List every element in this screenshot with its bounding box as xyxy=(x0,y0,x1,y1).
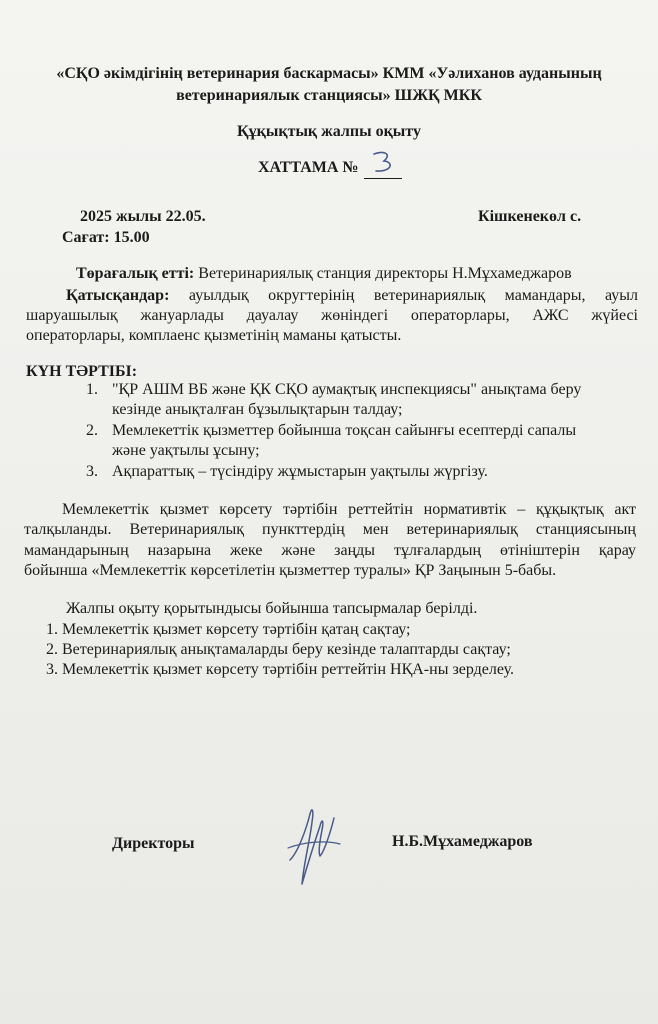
task-item-3: 3. Мемлекеттік қызмет көрсету тәртібін реттейтін НҚА-ны зерделеу. xyxy=(46,661,514,678)
signature-title: Директоры xyxy=(112,835,195,852)
signature-name: Н.Б.Мұхамеджаров xyxy=(392,833,533,850)
body-line-1: Мемлекеттік қызмет көрсету тәртібін реттейтін нормативтік – құқықтық акт xyxy=(62,501,636,518)
protocol-label: ХАТТАМА № xyxy=(258,159,359,176)
participants-label: Қатысқандар: xyxy=(66,287,170,304)
handwritten-signature xyxy=(284,800,344,892)
agenda-heading: КҮН ТӘРТІБІ: xyxy=(26,363,138,380)
meeting-date: 2025 жылы 22.05. xyxy=(80,208,206,225)
protocol-number-handwritten xyxy=(366,150,402,174)
participants-line-2: шаруашылық жануарлады дауалау жөніндегі операторлары, АЖС жүйесі xyxy=(26,307,638,324)
chair-label: Төрағалық етті: xyxy=(76,265,195,282)
participants-line-3: операторлары, комплаенс қызметінің маманы қатысты. xyxy=(26,327,402,344)
task-item-1: 1. Мемлекеттік қызмет көрсету тәртібін қатаң сақтау; xyxy=(46,621,411,638)
meeting-time: Сағат: 15.00 xyxy=(62,229,150,246)
body-line-4: бойынша «Мемлекеттік көрсетілетін қызметтер туралы» ҚР Заңынын 5-бабы. xyxy=(24,562,557,579)
task-item-2: 2. Ветеринариялық анықтамаларды беру кезінде талаптарды сақтау; xyxy=(46,641,511,658)
chair-text: Ветеринариялық станция директоры Н.Мұхамеджаров xyxy=(194,265,572,282)
agenda-item-2: 2. Мемлекеттік қызметтер бойынша тоқсан сайынғы есептерді сапалы xyxy=(86,422,577,439)
agenda-item-3: 3. Ақпараттық – түсіндіру жұмыстарын уақтылы жүргізу. xyxy=(86,463,488,480)
chair-line xyxy=(76,264,572,284)
agenda-item-2-cont: және уақтылы ұсыну; xyxy=(112,442,260,459)
tasks-intro: Жалпы оқыту қорытындысы бойынша тапсырмалар берілді. xyxy=(66,600,478,617)
body-line-3: мамандарының назарына жеке және заңды тұлғалардың өтініштерін қарау xyxy=(24,542,636,559)
body-line-2: талқыланды. Ветеринариялық пункттердің мен ветеринариялық станциясының xyxy=(24,521,636,538)
participants-text-1: ауылдық округтерінің ветеринариялық мамандары, ауыл xyxy=(169,287,638,304)
agenda-item-1: 1. "ҚР АШМ ВБ және ҚК СҚО аумақтық инспекциясы" анықтама беру xyxy=(86,381,582,398)
meeting-place: Кішкенекөл с. xyxy=(478,208,582,225)
agenda-item-1-cont: кезінде анықталған бұзылықтарын талдау; xyxy=(112,401,403,418)
header-line-2: ветеринариялык станциясы» ШЖҚ МКК xyxy=(176,87,482,104)
training-title: Құқықтық жалпы оқыту xyxy=(237,123,421,140)
participants-line-1 xyxy=(66,286,638,306)
header-line-1: «СҚО әкімдігінің ветеринария баскармасы» КММ «Уәлиханов ауданының xyxy=(56,65,602,82)
